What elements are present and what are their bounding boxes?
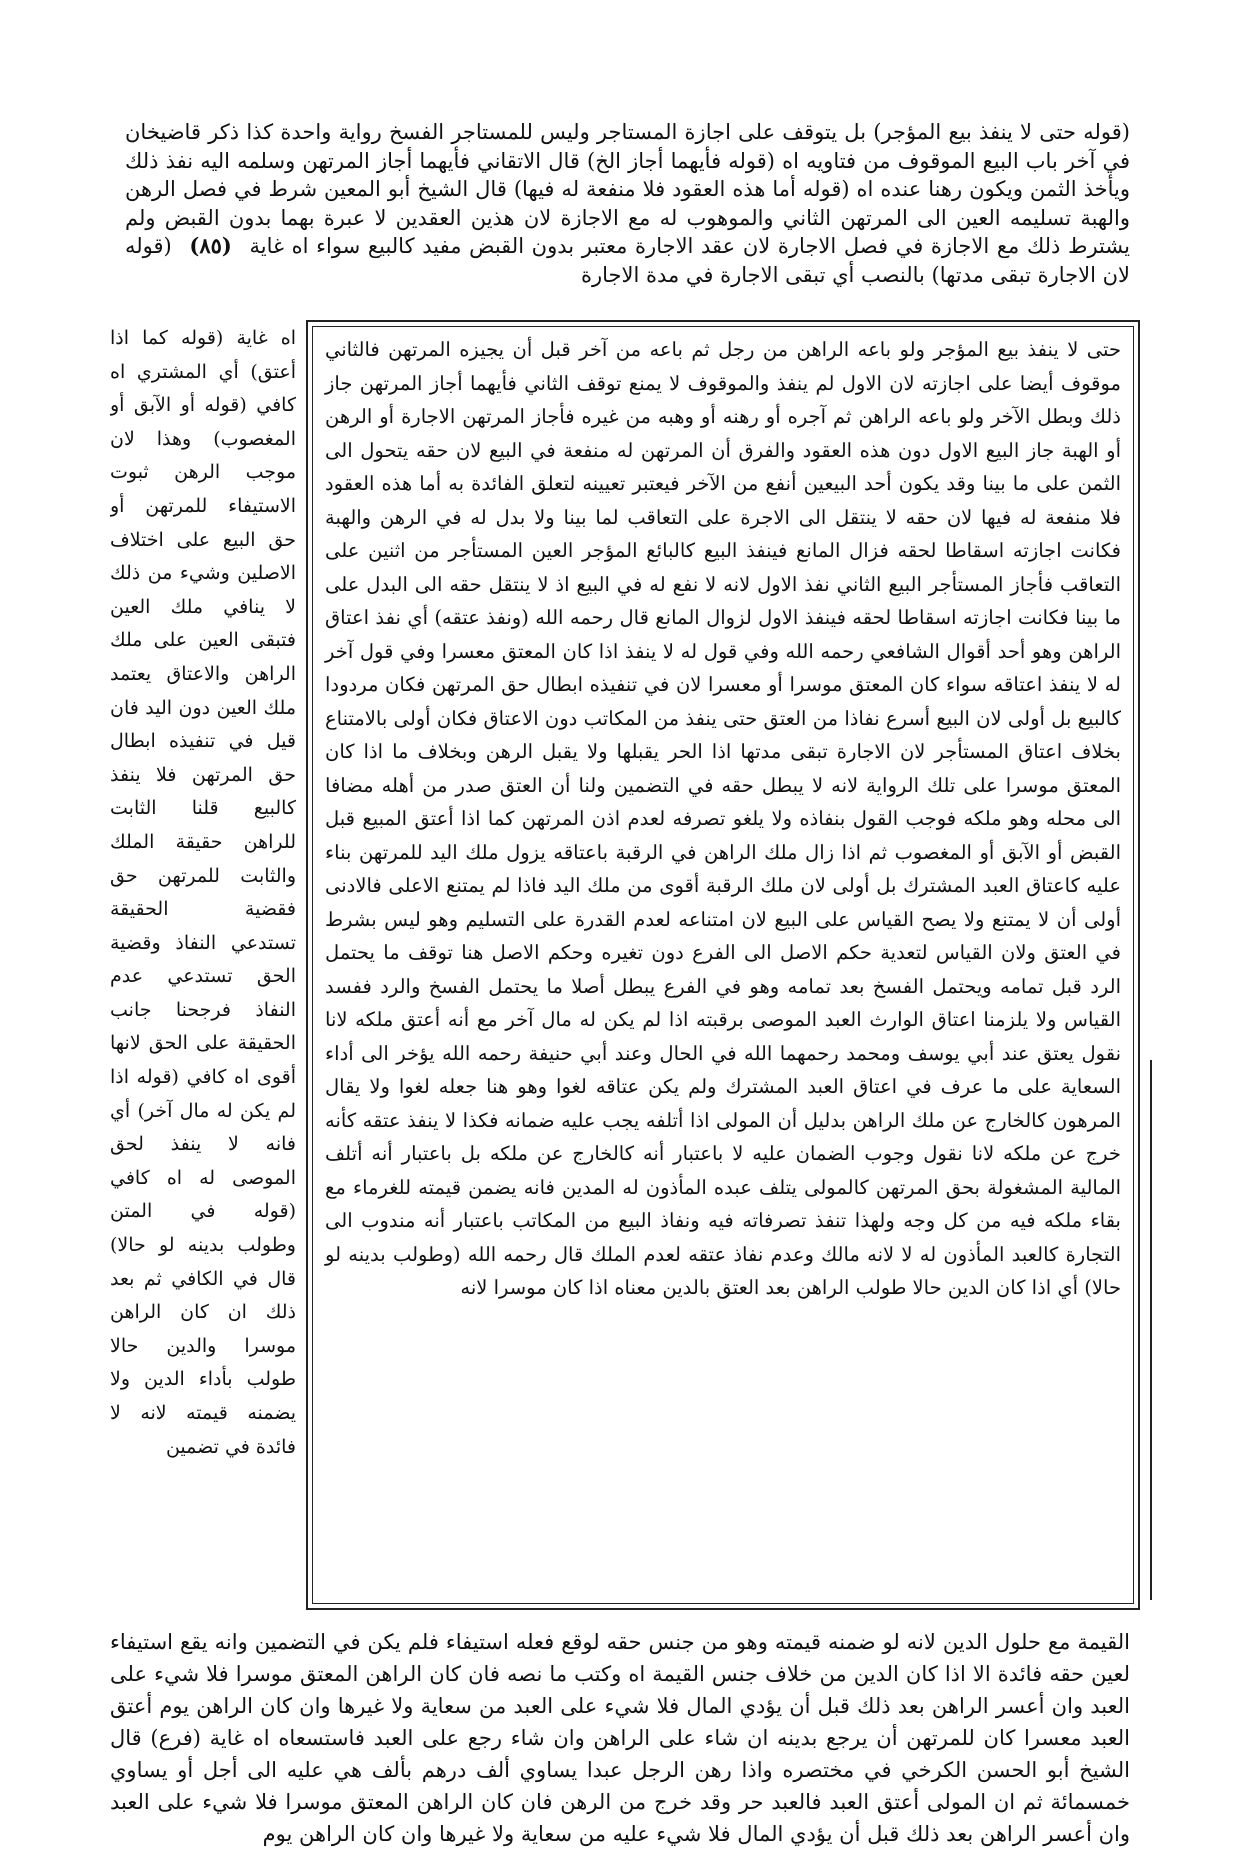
side-commentary <box>110 322 296 1622</box>
page-number: (٨٥) <box>189 233 232 258</box>
main-text <box>312 326 1134 1604</box>
top-commentary-text: (قوله حتى لا ينفذ بيع المؤجر) بل يتوقف على اجازة المستاجر وليس للمستاجر الفسخ رواية واحدة كذا ذكر قاضيخان في آخر باب البيع الموقوف من فتاويه اه (قوله فأيهما أجاز الخ) قال الاتقاني فأيهما أجاز المرتهن وسلمه اليه نفذ ذلك ويأخذ الثمن ويكون رهنا عنده اه (قوله أما هذه العقود فلا منفعة له فيها) قال الشيخ أبو المعين شرط في فصل الرهن والهبة تسليمه العين الى المرتهن الثاني والموهوب له مع الاجازة لان هذين العقدين لا عبرة بهما بدون القبض ولم يشترط ذلك مع الاجازة في فصل الاجارة لان عقد الاجارة معتبر بدون القبض مفيد كالبيع سواء اه غاية <box>125 120 1130 258</box>
side-commentary-text: اه غاية (قوله كما اذا أعتق) أي المشتري اه كافي (قوله أو الآبق أو المغصوب) وهذا لان موجب الرهن ثبوت الاستيفاء للمرتهن أو حق البيع على اختلاف الاصلين وشيء من ذلك لا ينافي ملك العين فتبقى العين على ملك الراهن والاعتاق يعتمد ملك العين دون اليد فان قيل في تنفيذه ابطال حق المرتهن فلا ينفذ كالبيع قلنا الثابت للراهن حقيقة الملك والثابت للمرتهن حق فقضية الحقيقة تستدعي النفاذ وقضية الحق تستدعي عدم النفاذ فرجحنا جانب الحقيقة على الحق لانها أقوى اه كافي (قوله اذا لم يكن له مال آخر) أي فانه لا ينفذ لحق الموصى له اه كافي (قوله في المتن وطولب بدينه لو حالا) قال في الكافي ثم بعد ذلك ان كان الراهن موسرا والدين حالا طولب بأداء الدين ولا يضمنه قيمته لانه لا فائدة في تضمين <box>110 327 296 1458</box>
top-commentary-continuation: (قوله لان الاجارة تبقى مدتها) بالنصب أي تبقى الاجارة في مدة الاجارة <box>125 234 1130 287</box>
margin-rule <box>1150 1060 1152 1600</box>
bottom-commentary <box>110 1626 1130 1850</box>
main-text-frame <box>306 320 1140 1610</box>
bottom-commentary-text: القيمة مع حلول الدين لانه لو ضمنه قيمته وهو من جنس حقه لوقع فعله استيفاء فلم يكن في التضمين وانه يقع استيفاء لعين حقه فائدة الا اذا كان الدين من خلاف جنس القيمة اه وكتب ما نصه فان كان الراهن المعتق موسرا فلا شيء على العبد وان أعسر الراهن بعد ذلك قبل أن يؤدي المال فلا شيء على العبد من سعاية ولا غيرها وان كان الراهن يوم أعتق العبد معسرا كان للمرتهن أن يرجع بدينه ان شاء على الراهن وان شاء رجع على العبد فاستسعاه اه غاية (فرع) قال الشيخ أبو الحسن الكرخي في مختصره واذا رهن الرجل عبدا يساوي ألف درهم بألف هي عليه الى أجل أو يساوي خمسمائة ثم ان المولى أعتق العبد فالعبد حر وقد خرج من الرهن فان كان الراهن المعتق موسرا فلا شيء على العبد وان أعسر الراهن بعد ذلك قبل أن يؤدي المال فلا شيء عليه من سعاية ولا غيرها وان كان الراهن يوم <box>110 1630 1130 1846</box>
top-commentary <box>125 118 1130 289</box>
main-text-body: حتى لا ينفذ بيع المؤجر ولو باعه الراهن من رجل ثم باعه من آخر قبل أن يجيزه المرتهن فالثاني موقوف أيضا على اجازته لان الاول لم ينفذ والموقوف لا يمنع توقف الثاني فأيهما أجاز المرتهن جاز ذلك وبطل الآخر ولو باعه الراهن ثم آجره أو رهنه أو وهبه من غيره فأجاز المرتهن الاجارة أو الرهن أو الهبة جاز البيع الاول دون هذه العقود والفرق أن المرتهن له منفعة في البيع لان حقه يتحول الى الثمن على ما بينا وقد يكون أحد البيعين أنفع من الآخر فيعتبر تعيينه لتعلق الفائدة به أما هذه العقود فلا منفعة له فيها لان حقه لا ينتقل الى الاجرة على التعاقب لما بينا ولا بدل له في الرهن والهبة فكانت اجازته اسقاطا لحقه فزال المانع فينفذ البيع كالبائع المؤجر العين المستأجر من اثنين على التعاقب فأجاز المستأجر البيع الثاني نفذ الاول لانه لا نفع له في البيع اذ لا ينتقل حقه الى البدل على ما بينا فكانت اجازته اسقاطا لحقه فينفذ الاول لزوال المانع قال رحمه الله (ونفذ عتقه) أي نفذ اعتاق الراهن وهو أحد أقوال الشافعي رحمه الله وفي قول له لا ينفذ اذا كان المعتق معسرا وفي قول آخر له لا ينفذ اعتاقه سواء كان المعتق موسرا أو معسرا لان في تنفيذه ابطال حق المرتهن فكان مردودا كالبيع بل أولى لان البيع أسرع نفاذا من العتق حتى ينفذ من المكاتب دون الاعتاق فكان أولى بالامتناع بخلاف اعتاق المستأجر لان الاجارة تبقى مدتها اذا الحر يقبلها ولا يقبل الرهن وبخلاف ما اذا كان المعتق موسرا على تلك الرواية لانه لا يبطل حقه في التضمين ولنا أن العتق صدر من أهله مضافا الى محله وهو ملكه فوجب القول بنفاذه ولا يلغو تصرفه لعدم اذن المرتهن كما اذا أعتق المبيع قبل القبض أو الآبق أو المغصوب ثم اذا زال ملك الراهن في الرقبة باعتاقه يزول ملك اليد للمرتهن بناء عليه كاعتاق العبد المشترك بل أولى لان ملك الرقبة أقوى من ملك اليد فاذا لم يمتنع الاعلى فالادنى أولى أن لا يمتنع ولا يصح القياس على البيع لان امتناعه لعدم القدرة على التسليم وهو ليس بشرط في العتق ولان القياس لتعدية حكم الاصل الى الفرع دون تغيره وحكم الاصل هنا توقف ما يحتمل الرد قبل تمامه ويحتمل الفسخ بعد تمامه وهو في الفرع يبطل أصلا ما يحتمل الفسخ والرد ففسد القياس ولا يلزمنا اعتاق الوارث العبد الموصى برقبته اذا لم يكن له مال آخر مع أنه أعتق ملكه لانا نقول يعتق عند أبي يوسف ومحمد رحمهما الله في الحال وعند أبي حنيفة رحمه الله يؤخر الى أداء السعاية على ما عرف في اعتاق العبد المشترك ولم يكن عتاقه لغوا وهو هنا جعله لغوا ولا يقال المرهون كالخارج عن ملك الراهن بدليل أن المولى اذا أتلفه يجب عليه ضمانه فكذا لا ينفذ عتقه كأنه خرج عن ملكه لانا نقول وجوب الضمان عليه لا باعتبار أنه كالخارج عن ملكه بل باعتبار أنه أتلف المالية المشغولة بحق المرتهن كالمولى يتلف عبده المأذون له المدين فانه يضمن قيمته للغرماء مع بقاء ملكه فيه من كل وجه ولهذا تنفذ تصرفاته فيه ونفاذ البيع من المكاتب باعتبار أنه مندوب الى التجارة كالعبد المأذون له لا لانه مالك وعدم نفاذ عتقه لعدم الملك قال رحمه الله (وطولب بدينه لو حالا) أي اذا كان الدين حالا طولب الراهن بعد العتق بالدين معناه اذا كان موسرا لانه <box>325 338 1121 1299</box>
